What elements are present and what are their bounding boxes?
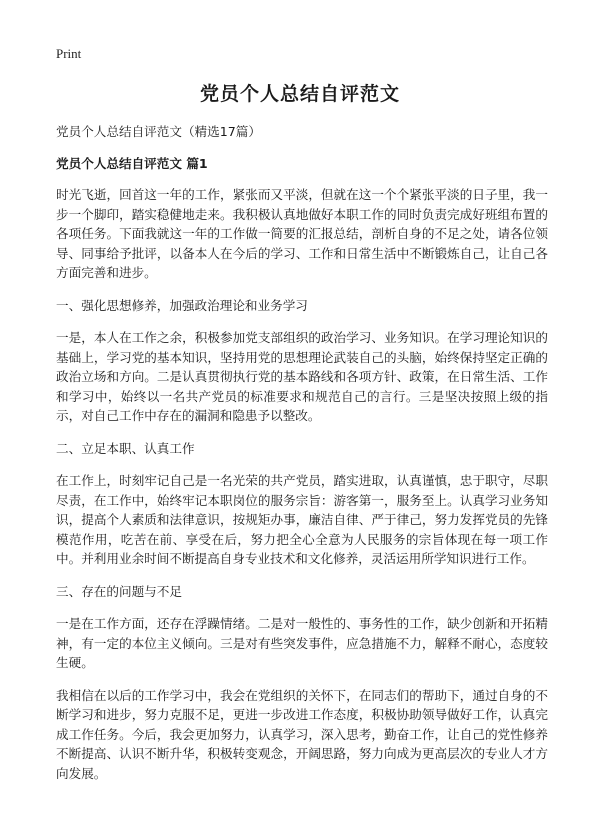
section-heading-1: 一、强化思想修养，加强政治理论和业务学习 xyxy=(56,297,308,313)
paragraph-4: 我相信在以后的工作学习中，我会在党组织的关怀下，在同志们的帮助下，通过自身的不断学习和进步，努力克服不足，更进一步改进工作态度，积极协助领导做好工作，认真完成工作任务。今后，我会更加努力，认真学习，深入思考，勤奋工作，让自己的党性修养不断提高、认识不断升华，积极转变观念，开阔思路，努力向成为更高层次的专业人才方向发展。 xyxy=(56,687,548,781)
print-link[interactable]: Print xyxy=(56,46,82,61)
section-heading-2: 二、立足本职、认真工作 xyxy=(56,440,195,456)
section-title: 党员个人总结自评范文 篇1 xyxy=(56,155,208,171)
page-title: 党员个人总结自评范文 xyxy=(199,83,400,105)
intro-paragraph: 时光飞逝，回首这一年的工作，紧张而又平淡，但就在这一个个紧张平淡的日子里，我一步一个脚印，踏实稳健地走来。我积极认真地做好本职工作的同时负责完成好班组布置的各项任务。下面我就这一年的工作做一简要的汇报总结，剖析自身的不足之处，请各位领导、同事给予批评，以备本人在今后的学习、工作和日常生活中不断锻炼自己，让自己各方面完善和进步。 xyxy=(56,187,548,280)
document-subtitle: 党员个人总结自评范文（精选17篇） xyxy=(56,124,261,139)
paragraph-1: 一是，本人在工作之余，积极参加党支部组织的政治学习、业务知识。在学习理论知识的基础上，学习党的基本知识，坚持用党的思想理论武装自己的头脑，始终保持坚定正确的政治立场和方向。二是认真贯彻执行党的基本路线和各项方针、政策，在日常生活、工作和学习中，始终以一名共产党员的标准要求和规范自己的言行。三是坚决按照上级的指示，对自己工作中存在的漏洞和隐患予以整改。 xyxy=(56,330,548,423)
paragraph-3: 一是在工作方面，还存在浮躁情绪。二是对一般性的、事务性的工作，缺少创新和开拓精神，有一定的本位主义倾向。三是对有些突发事件，应急措施不力，解释不耐心，态度较生硬。 xyxy=(56,616,548,670)
section-heading-3: 三、存在的问题与不足 xyxy=(56,583,182,599)
document-body xyxy=(56,122,548,796)
paragraph-2: 在工作上，时刻牢记自己是一名光荣的共产党员，踏实进取，认真谨慎，忠于职守，尽职尽责，在工作中，始终牢记本职岗位的服务宗旨：游客第一，服务至上。认真学习业务知识，提高个人素质和法律意识，按规矩办事，廉洁自律、严于律己，努力发挥党员的先锋模范作用，吃苦在前、享受在后，努力把全心全意为人民服务的宗旨体现在每一项工作中。并利用业余时间不断提高自身专业技术和文化修养，灵活运用所学知识进行工作。 xyxy=(56,473,548,566)
